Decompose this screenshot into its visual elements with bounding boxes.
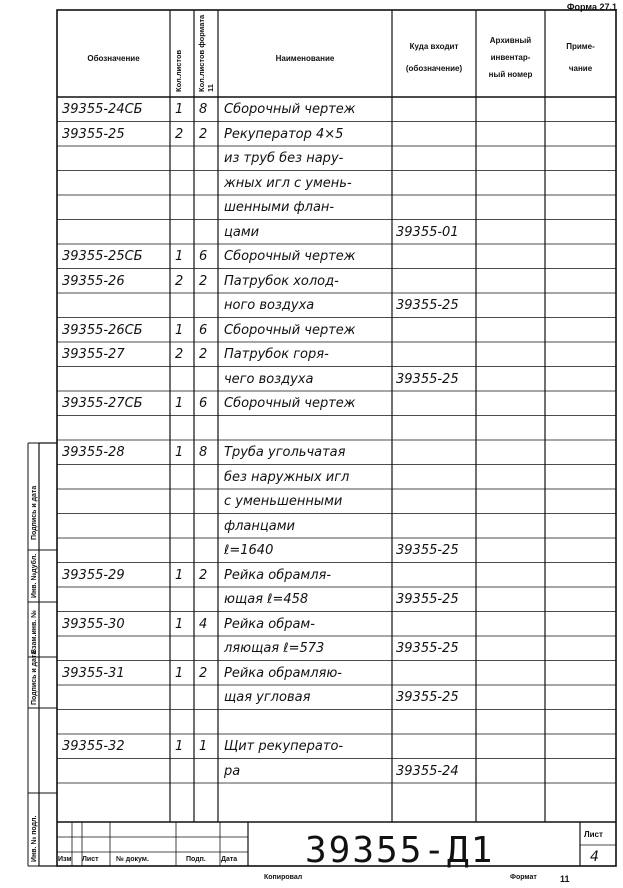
side-inv-dubl: Инв. №дубл.	[31, 553, 38, 598]
row-kol-listov-f11: 1	[199, 739, 208, 754]
row-naimenovanie: ра	[224, 763, 241, 779]
header-prime-2: чание	[568, 64, 593, 73]
stamp-list: Лист	[82, 856, 99, 863]
stamp-list-label: Лист	[584, 830, 603, 839]
stamp-kopiroval: Копировал	[264, 874, 303, 881]
row-oboznachenie: 39355-30	[62, 616, 125, 632]
side-podpis-data-2: Подпись и дата	[31, 650, 38, 705]
header-kuda-vhodit-1: Куда входит	[409, 42, 459, 51]
row-naimenovanie: Патрубок холод-	[224, 273, 339, 289]
row-naimenovanie: Сборочный чертеж	[224, 249, 356, 264]
header-kuda-vhodit-2: (обозначение)	[405, 64, 463, 73]
row-naimenovanie: ℓ=1640	[224, 543, 274, 558]
row-kol-listov: 1	[175, 739, 184, 754]
side-podpis-data-1: Подпись и дата	[31, 485, 38, 540]
row-kol-listov-f11: 2	[199, 567, 208, 583]
header-kol-listov-f11: Кол.листов формата 11	[197, 14, 215, 92]
stamp-format-value: 11	[560, 874, 570, 884]
row-oboznachenie: 39355-31	[62, 665, 125, 681]
row-oboznachenie: 39355-28	[62, 445, 125, 460]
row-naimenovanie: Щит рекуперато-	[224, 739, 344, 754]
row-kol-listov: 2	[175, 347, 184, 362]
row-kol-listov-f11: 4	[199, 616, 208, 632]
row-naimenovanie: цами	[224, 224, 260, 240]
row-naimenovanie: ющая ℓ=458	[224, 592, 309, 607]
row-naimenovanie: Сборочный чертеж	[224, 102, 356, 117]
header-prime-1: Приме-	[566, 42, 595, 51]
row-oboznachenie: 39355-27	[62, 347, 125, 362]
header-oboznachenie: Обозначение	[87, 54, 140, 63]
row-naimenovanie: Рейка обрамляю-	[224, 665, 342, 681]
stamp-list-value: 4	[590, 849, 599, 865]
row-naimenovanie: ляющая ℓ=573	[224, 641, 325, 656]
row-kol-listov-f11: 6	[199, 396, 208, 411]
row-kol-listov-f11: 6	[199, 322, 208, 338]
row-kol-listov-f11: 8	[199, 102, 208, 117]
side-vzam-inv: Взам.инв. №	[31, 610, 38, 654]
row-kuda-vhodit: 39355-01	[396, 224, 459, 240]
row-naimenovanie: жных игл с умень-	[224, 175, 352, 191]
header-arhiv-2: инвентар-	[490, 53, 531, 62]
row-oboznachenie: 39355-29	[62, 567, 125, 583]
row-oboznachenie: 39355-27СБ	[62, 396, 143, 411]
row-kol-listov: 1	[175, 396, 184, 411]
row-naimenovanie: щая угловая	[224, 690, 311, 705]
document-number: 39355-Д1	[305, 830, 495, 871]
row-kuda-vhodit: 39355-24	[396, 763, 459, 779]
row-kuda-vhodit: 39355-25	[396, 543, 459, 558]
row-oboznachenie: 39355-32	[62, 739, 125, 754]
row-kol-listov-f11: 6	[199, 249, 208, 264]
row-kol-listov: 1	[175, 445, 184, 460]
row-kol-listov-f11: 2	[199, 347, 208, 362]
row-kuda-vhodit: 39355-25	[396, 641, 459, 656]
row-naimenovanie: Сборочный чертеж	[224, 396, 356, 411]
row-oboznachenie: 39355-26СБ	[62, 322, 143, 338]
row-kol-listov-f11: 2	[199, 273, 208, 289]
form-label: Форма 27.1	[566, 2, 617, 12]
row-oboznachenie: 39355-24СБ	[62, 102, 143, 117]
stamp-podp: Подп.	[186, 856, 206, 863]
row-naimenovanie: чего воздуха	[224, 371, 314, 387]
row-kuda-vhodit: 39355-25	[396, 690, 459, 705]
row-kuda-vhodit: 39355-25	[396, 592, 459, 607]
row-naimenovanie: Рекуператор 4×5	[224, 126, 344, 142]
row-naimenovanie: Рейка обрам-	[224, 616, 315, 632]
row-kol-listov: 1	[175, 249, 184, 264]
header-arhiv-3: ный номер	[488, 70, 533, 79]
row-naimenovanie: без наружных игл	[224, 469, 350, 485]
header-arhiv-1: Архивный	[489, 36, 532, 45]
row-naimenovanie: фланцами	[224, 518, 295, 534]
row-kol-listov: 1	[175, 567, 184, 583]
row-naimenovanie: шенными флан-	[224, 200, 335, 215]
row-kuda-vhodit: 39355-25	[396, 298, 459, 313]
side-inv-podl: Инв. № подл.	[31, 815, 38, 862]
row-kol-listov: 1	[175, 665, 184, 681]
row-kol-listov-f11: 2	[199, 126, 208, 142]
row-naimenovanie: Труба угольчатая	[224, 445, 346, 460]
stamp-format-label: Формат	[510, 874, 537, 881]
row-kol-listov: 1	[175, 616, 184, 632]
row-kuda-vhodit: 39355-25	[396, 371, 459, 387]
row-naimenovanie: из труб без нару-	[224, 151, 344, 166]
row-kol-listov: 1	[175, 322, 184, 338]
row-oboznachenie: 39355-25	[62, 126, 125, 142]
header-naimenovanie: Наименование	[275, 54, 335, 63]
row-oboznachenie: 39355-26	[62, 273, 125, 289]
stamp-data: Дата	[221, 856, 238, 863]
row-oboznachenie: 39355-25СБ	[62, 249, 143, 264]
row-naimenovanie: ного воздуха	[224, 298, 315, 313]
header-kol-listov: Кол.листов	[174, 49, 183, 92]
stamp-dokum: № докум.	[116, 856, 149, 863]
row-kol-listov: 2	[175, 273, 184, 289]
row-naimenovanie: Рейка обрамля-	[224, 567, 332, 583]
row-naimenovanie: Патрубок горя-	[224, 347, 329, 362]
row-kol-listov-f11: 8	[199, 445, 208, 460]
row-kol-listov: 2	[175, 126, 184, 142]
row-kol-listov: 1	[175, 102, 184, 117]
row-kol-listov-f11: 2	[199, 665, 208, 681]
row-naimenovanie: с уменьшенными	[224, 494, 343, 509]
stamp-izm: Изм	[58, 856, 72, 863]
row-naimenovanie: Сборочный чертеж	[224, 322, 356, 338]
